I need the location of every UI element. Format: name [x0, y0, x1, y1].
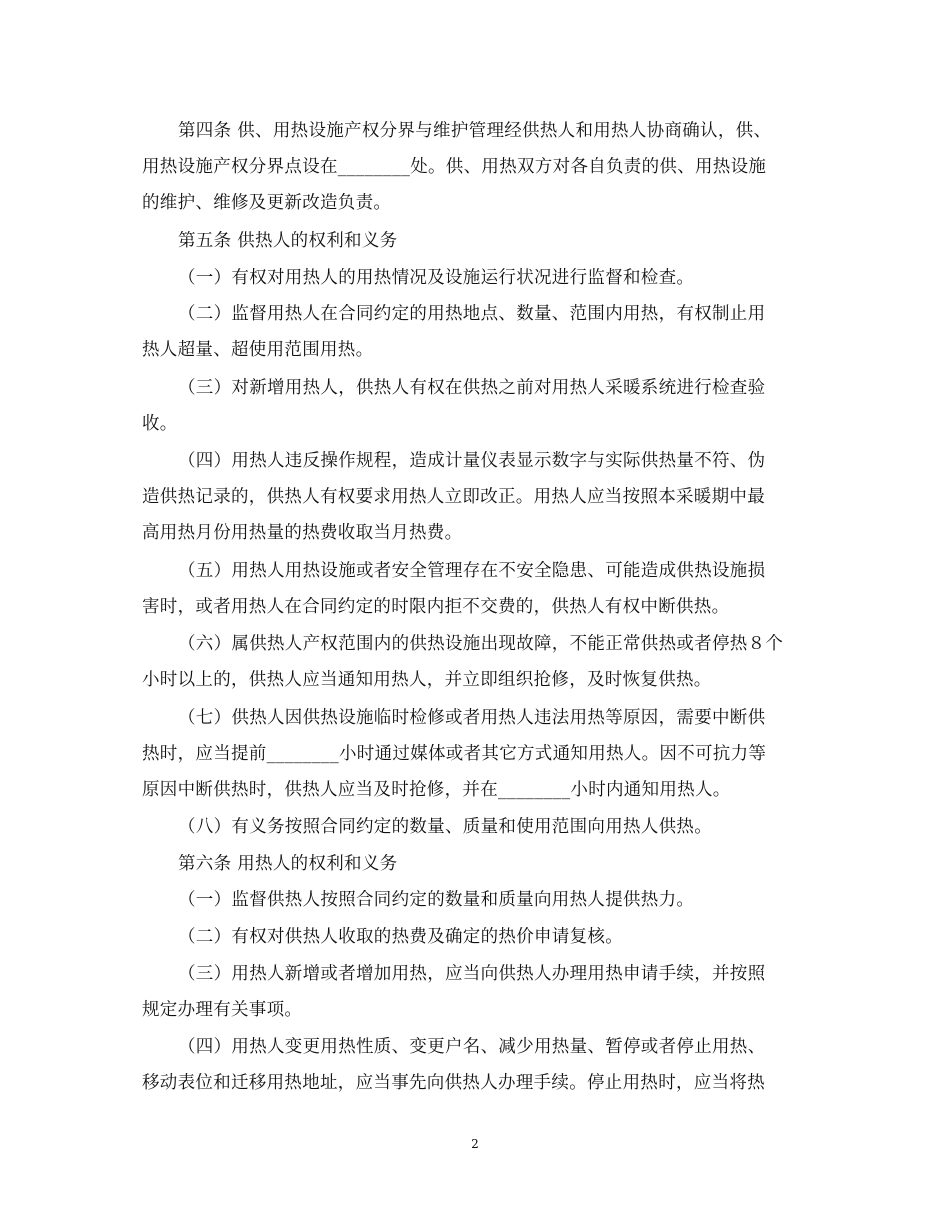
text-line: （四）用热人变更用热性质、变更户名、减少用热量、暂停或者停止用热、: [178, 1037, 766, 1057]
text-line: （二）有权对供热人收取的热费及确定的热价申请复核。: [178, 927, 623, 947]
text-line: （五）用热人用热设施或者安全管理存在不安全隐患、可能造成供热设施损: [178, 561, 766, 581]
text-line: 的维护、维修及更新改造负责。: [142, 193, 392, 213]
page-number: 2: [471, 1137, 479, 1151]
text-line: （二）监督用热人在合同约定的用热地点、数量、范围内用热，有权制止用: [178, 304, 766, 324]
text-line: （四）用热人违反操作规程，造成计量仪表显示数字与实际供热量不符、伪: [178, 451, 766, 471]
text-line: 用热设施产权分界点设在________处。供、用热双方对各自负责的供、用热设施: [142, 157, 767, 177]
text-line: 原因中断供热时，供热人应当及时抢修，并在________小时内通知用热人。: [142, 780, 731, 800]
text-line: 规定办理有关事项。: [142, 1000, 303, 1020]
text-line: 造供热记录的，供热人有权要求用热人立即改正。用热人应当按照本采暖期中最: [142, 487, 765, 507]
text-line: 害时，或者用热人在合同约定的时限内拒不交费的，供热人有权中断供热。: [142, 597, 730, 617]
section-heading: 第六条 用热人的权利和义务: [178, 854, 398, 874]
text-line: （三）用热人新增或者增加用热，应当向供热人办理用热申请手续，并按照: [178, 964, 766, 984]
text-line: （三）对新增用热人，供热人有权在供热之前对用热人采暖系统进行检查验: [178, 378, 766, 398]
text-line: 收。: [142, 414, 178, 434]
text-line: 小时以上的，供热人应当通知用热人，并立即组织抢修，及时恢复供热。: [142, 670, 712, 690]
text-line: 第四条 供、用热设施产权分界与维护管理经供热人和用热人协商确认，供、: [178, 121, 772, 141]
text-line: 高用热月份用热量的热费收取当月热费。: [142, 523, 463, 543]
text-line: （六）属供热人产权范围内的供热设施出现故障，不能正常供热或者停热８个: [178, 634, 784, 654]
text-line: （八）有义务按照合同约定的数量、质量和使用范围向用热人供热。: [178, 817, 712, 837]
text-line: 移动表位和迁移用热地址，应当事先向供热人办理手续。停止用热时，应当将热: [142, 1073, 765, 1093]
text-line: （一）有权对用热人的用热情况及设施运行状况进行监督和检查。: [178, 268, 695, 288]
section-heading: 第五条 供热人的权利和义务: [178, 231, 398, 251]
text-line: 热人超量、超使用范围用热。: [142, 340, 374, 360]
text-line: （一）监督供热人按照合同约定的数量和质量向用热人提供热力。: [178, 890, 695, 910]
text-line: （七）供热人因供热设施临时检修或者用热人违法用热等原因，需要中断供: [178, 708, 766, 728]
text-line: 热时，应当提前________小时通过媒体或者其它方式通知用热人。因不可抗力等: [142, 744, 767, 764]
